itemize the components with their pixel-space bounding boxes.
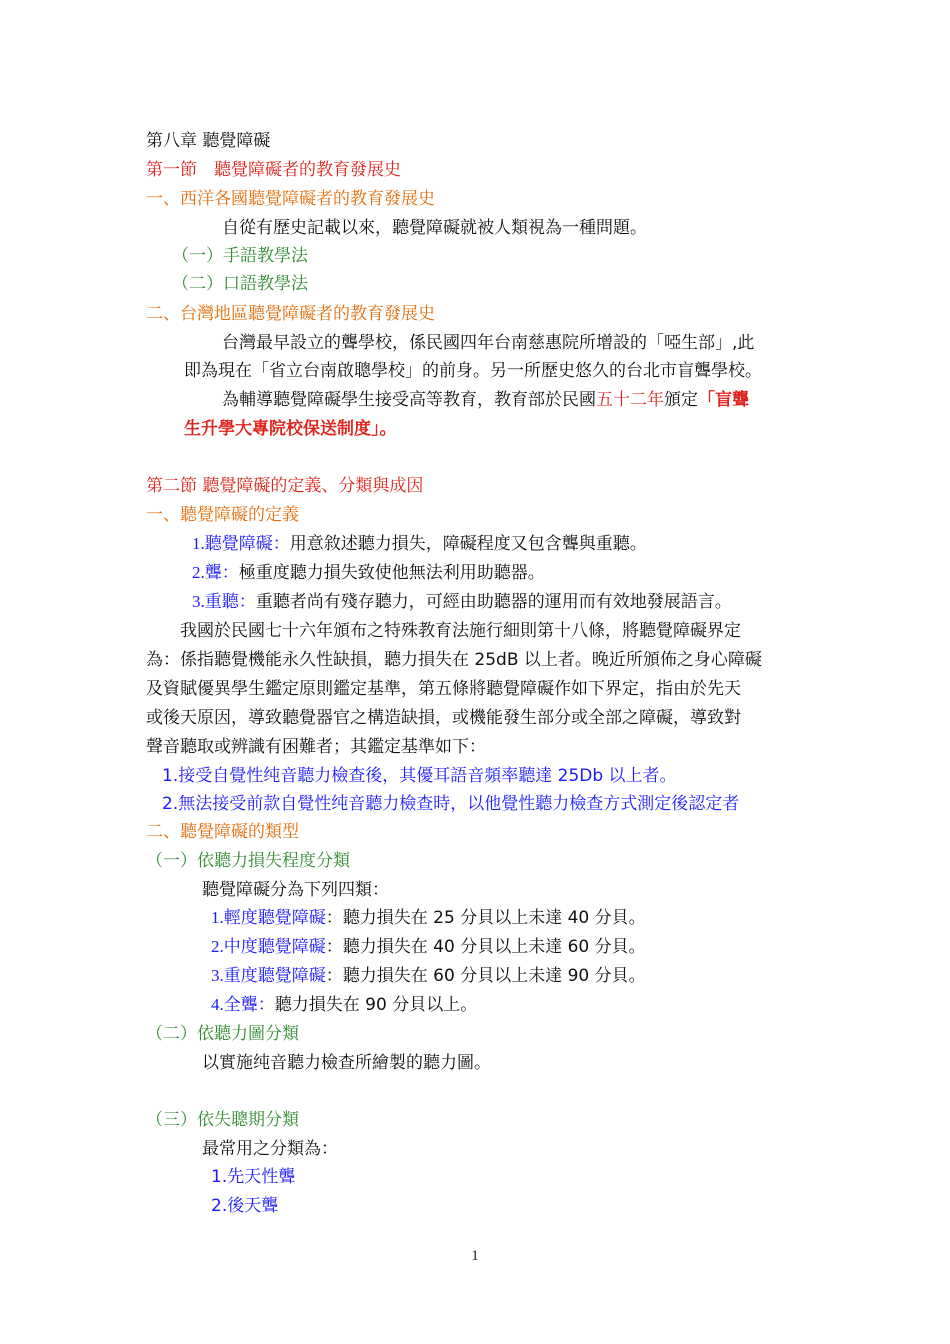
by-audiogram-title: （二）依聽力圖分類 — [146, 1024, 299, 1044]
law-line-5: 聲音聽取或辨識有困難者；其鑑定基準如下： — [146, 737, 486, 757]
section1-sub1-heading: 一、西洋各國聽覺障礙者的教育發展史 — [146, 189, 435, 209]
taiwan-para1-line2: 即為現在「省立台南啟聰學校」的前身。另一所歷史悠久的台北市盲聾學校。 — [184, 361, 762, 381]
types-heading: 二、聽覺障礙的類型 — [146, 822, 299, 842]
taiwan-para1-line1: 台灣最早設立的聾學校，係民國四年台南慈惠院所增設的「啞生部」,此 — [222, 333, 755, 353]
def-item-3-term: 重聽： — [204, 592, 256, 612]
degree-item-1 — [211, 906, 646, 930]
degree-item-3 — [211, 964, 646, 988]
degree-item-2-sep: ： — [325, 937, 343, 957]
page-number: 1 — [471, 1248, 479, 1264]
def-item-2-term: 聾： — [204, 563, 239, 583]
degree-item-4-term: 全聾 — [223, 995, 258, 1015]
degree-item-2-term: 中度聽覺障礙 — [223, 937, 326, 957]
degree-item-1-term: 輕度聽覺障礙 — [223, 908, 326, 928]
section1-sub2-heading: 二、台灣地區聽覺障礙者的教育發展史 — [146, 304, 435, 324]
degree-item-1-num: 1. — [211, 908, 224, 927]
degree-item-2 — [211, 935, 646, 959]
onset-item-1: 1.先天性聾 — [211, 1167, 296, 1187]
sign-language-item: （一）手語教學法 — [172, 246, 308, 266]
degree-item-4 — [211, 993, 477, 1017]
para2-highlight2: 生升學大專院校保送制度」。 — [184, 419, 397, 439]
section2-title: 第二節 聽覺障礙的定義、分類與成因 — [146, 476, 424, 496]
def-item-2-desc: 極重度聽力損失致使他無法利用助聽器。 — [238, 563, 545, 583]
para2-mid: 頒定 — [664, 390, 698, 410]
by-onset-title: （三）依失聰期分類 — [146, 1110, 299, 1130]
def-item-3-num: 3. — [192, 592, 205, 611]
section1-sub1-intro: 自從有歷史記載以來，聽覺障礙就被人類視為一種問題。 — [222, 218, 647, 238]
degree-item-3-sep: ： — [325, 966, 343, 986]
law-line-3: 及資賦優異學生鑑定原則鑑定基準，第五條將聽覺障礙作如下界定，指由於先天 — [146, 679, 741, 699]
def-item-1-num: 1. — [192, 534, 205, 553]
definition-item-3 — [192, 590, 732, 614]
law-line-4: 或後天原因，導致聽覺器官之構造缺損，或機能發生部分或全部之障礙，導致對 — [146, 708, 741, 728]
para2-highlight1: 「盲聾 — [698, 390, 749, 410]
degree-item-1-desc: 聽力損失在 25 分貝以上未達 40 分貝。 — [342, 908, 646, 928]
def-item-2-num: 2. — [192, 563, 205, 582]
criterion-1: 1.接受自覺性纯音聽力檢查後，其優耳語音頻率聽達 25Db 以上者。 — [162, 766, 677, 786]
para2-year: 五十二年 — [596, 390, 664, 410]
taiwan-para2-line1 — [222, 388, 749, 412]
definition-heading: 一、聽覺障礙的定義 — [146, 505, 299, 525]
by-audiogram-desc: 以實施纯音聽力檢查所繪製的聽力圖。 — [202, 1053, 491, 1073]
section1-title: 第一節 聽覺障礙者的教育發展史 — [146, 160, 401, 180]
degree-item-1-sep: ： — [325, 908, 343, 928]
degree-item-4-num: 4. — [211, 995, 224, 1014]
criterion-2: 2.無法接受前款自覺性纯音聽力檢查時，以他覺性聽力檢查方式測定後認定者 — [162, 794, 740, 814]
law-line-2: 為：係指聽覺機能永久性缺損，聽力損失在 25dB 以上者。晚近所頒佈之身心障礙 — [146, 650, 762, 670]
degree-item-2-num: 2. — [211, 937, 224, 956]
law-line-1: 我國於民國七十六年頒布之特殊教育法施行細則第十八條，將聽覺障礙界定 — [146, 621, 741, 641]
degree-item-3-num: 3. — [211, 966, 224, 985]
degree-item-4-sep: ： — [257, 995, 275, 1015]
chapter-title: 第八章 聽覺障礙 — [146, 131, 271, 151]
para2-prefix: 為輔導聽覺障礙學生接受高等教育，教育部於民國 — [222, 390, 596, 410]
degree-item-4-desc: 聽力損失在 90 分貝以上。 — [274, 995, 478, 1015]
degree-item-3-desc: 聽力損失在 60 分貝以上未達 90 分貝。 — [342, 966, 646, 986]
def-item-3-desc: 重聽者尚有殘存聽力，可經由助聽器的運用而有效地發展語言。 — [255, 592, 732, 612]
degree-item-2-desc: 聽力損失在 40 分貝以上未達 60 分貝。 — [342, 937, 646, 957]
onset-item-2: 2.後天聾 — [211, 1196, 279, 1216]
definition-item-1 — [192, 532, 647, 556]
by-degree-title: （一）依聽力損失程度分類 — [146, 851, 350, 871]
def-item-1-desc: 用意敘述聽力損失，障礙程度又包含聾與重聽。 — [289, 534, 647, 554]
by-degree-intro: 聽覺障礙分為下列四類： — [202, 880, 389, 900]
degree-item-3-term: 重度聽覺障礙 — [223, 966, 326, 986]
definition-item-2 — [192, 561, 545, 585]
by-onset-intro: 最常用之分類為： — [202, 1139, 338, 1159]
oral-method-item: （二）口語教學法 — [172, 274, 308, 294]
def-item-1-term: 聽覺障礙： — [204, 534, 290, 554]
